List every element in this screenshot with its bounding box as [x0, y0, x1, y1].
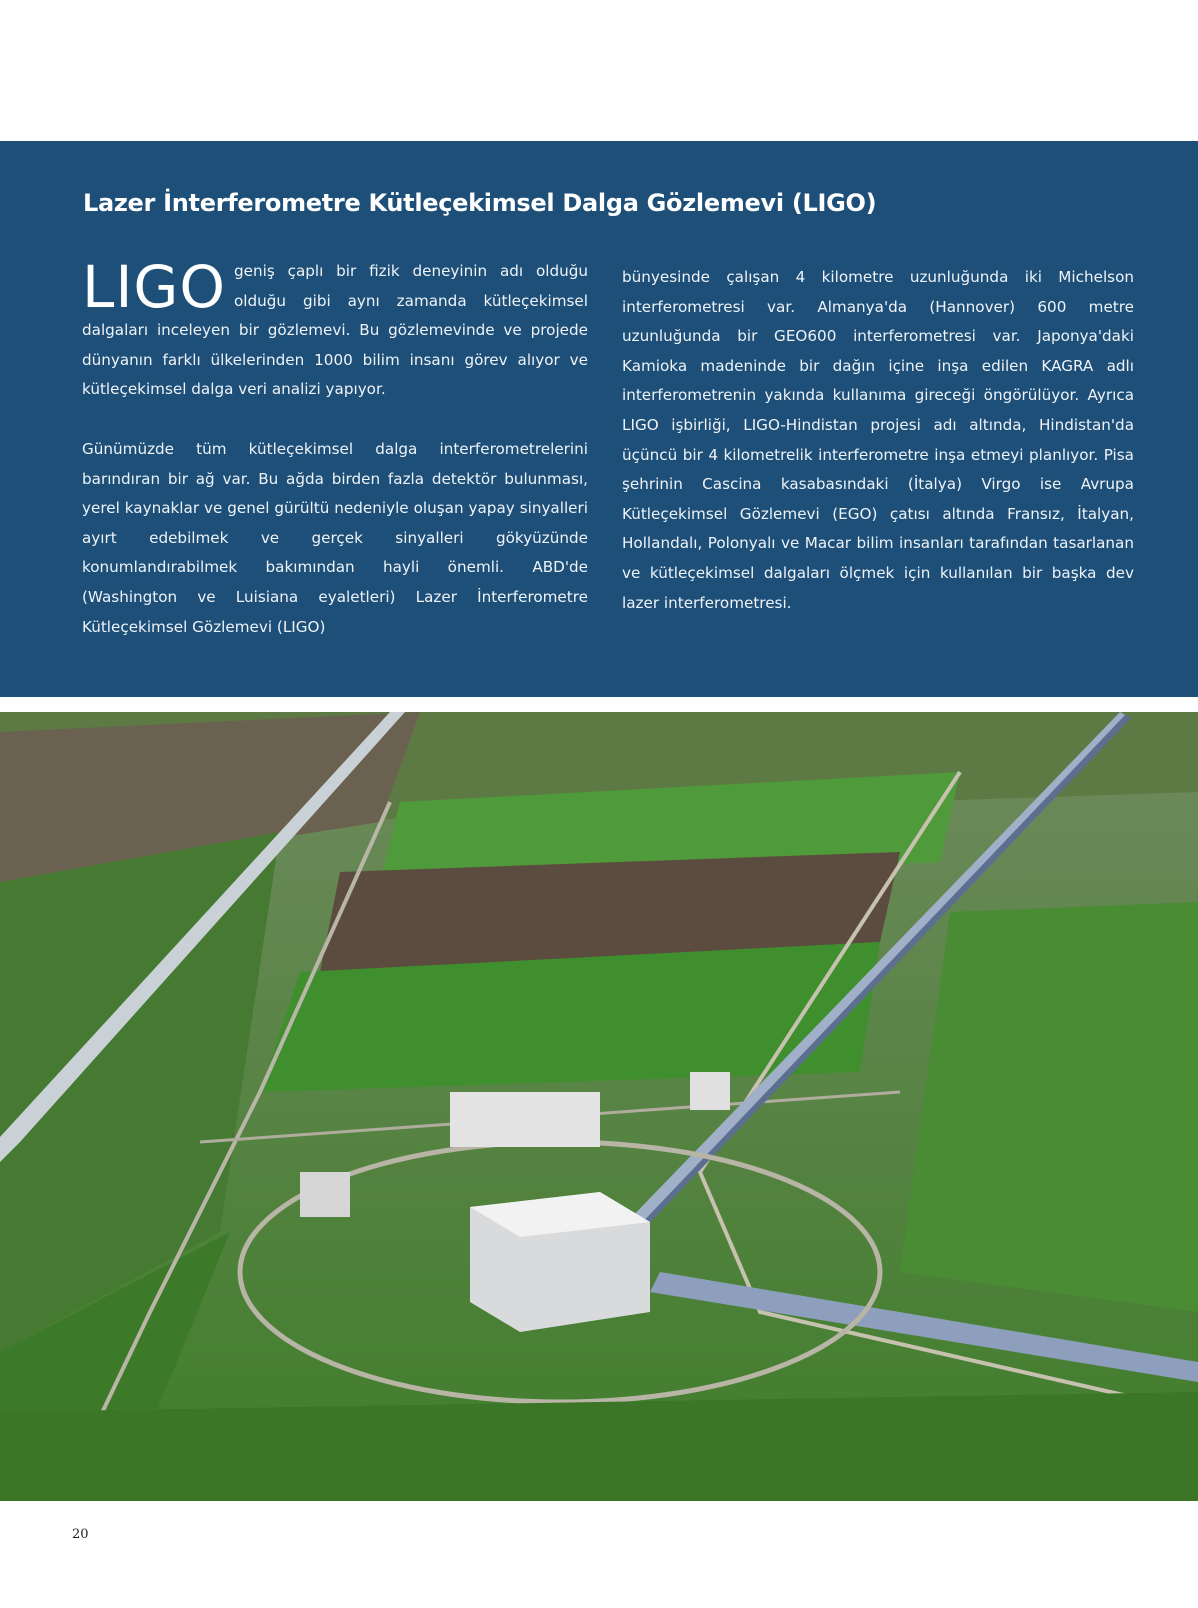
article-header-band	[0, 141, 1198, 697]
left-paragraph-1	[82, 253, 588, 405]
aerial-photo-illustration	[0, 712, 1198, 1501]
page-number: 20	[72, 1527, 89, 1542]
dropcap: LIGO	[82, 253, 227, 321]
right-paragraph-1: bünyesinde çalışan 4 kilometre uzunluğunda iki Michelson interferometresi var. Almanya'da (Hannover) 600 metre uzunluğunda bir GEO600 interferometresi var. Japonya'daki Kamioka madeninde bir dağın içine inşa edilen KAGRA adlı interferometrenin yakında kullanıma gireceği öngörülüyor. Ayrıca LIGO işbirliği, LIGO-Hindistan projesi adı altında, Hindistan'da üçüncü bir 4 kilometrelik interferometre inşa etmeyi planlıyor. Pisa şehrinin Cascina kasabasındaki (İtalya) Virgo ise Avrupa Kütleçekimsel Gözlemevi (EGO) çatısı altında Fransız, İtalyan, Hollandalı, Polonyalı ve Macar bilim insanları tarafından tasarlanan ve kütleçekimsel dalgaları ölçmek için kullanılan bir başka dev lazer interferometresi.	[622, 268, 1134, 612]
left-column	[82, 253, 588, 642]
left-paragraph-2: Günümüzde tüm kütleçekimsel dalga interferometrelerini barındıran bir ağ var. Bu ağda birden fazla detektör bulunması, yerel kaynaklar ve genel gürültü nedeniyle oluşan yapay sinyalleri ayırt edebilmek ve gerçek sinyalleri gökyüzünde konumlandırabilmek bakımından hayli önemli. ABD'de (Washington ve Luisiana eyaletleri) Lazer İnterferometre Kütleçekimsel Gözlemevi (LIGO)	[82, 439, 588, 636]
article-title: Lazer İnterferometre Kütleçekimsel Dalga Gözlemevi (LIGO)	[83, 189, 877, 217]
paragraph-gap	[82, 405, 588, 435]
aerial-photo-ligo	[0, 712, 1198, 1501]
right-column	[622, 263, 1134, 618]
left-paragraph-1-text: geniş çaplı bir fizik deneyinin adı olduğu olduğu gibi aynı zamanda kütleçekimsel dalgaları inceleyen bir gözlemevi. Bu gözlemevinde ve projede dünyanın farklı ülkelerinden 1000 bilim insanı görev alıyor ve kütleçekimsel dalga veri analizi yapıyor.	[82, 262, 588, 399]
